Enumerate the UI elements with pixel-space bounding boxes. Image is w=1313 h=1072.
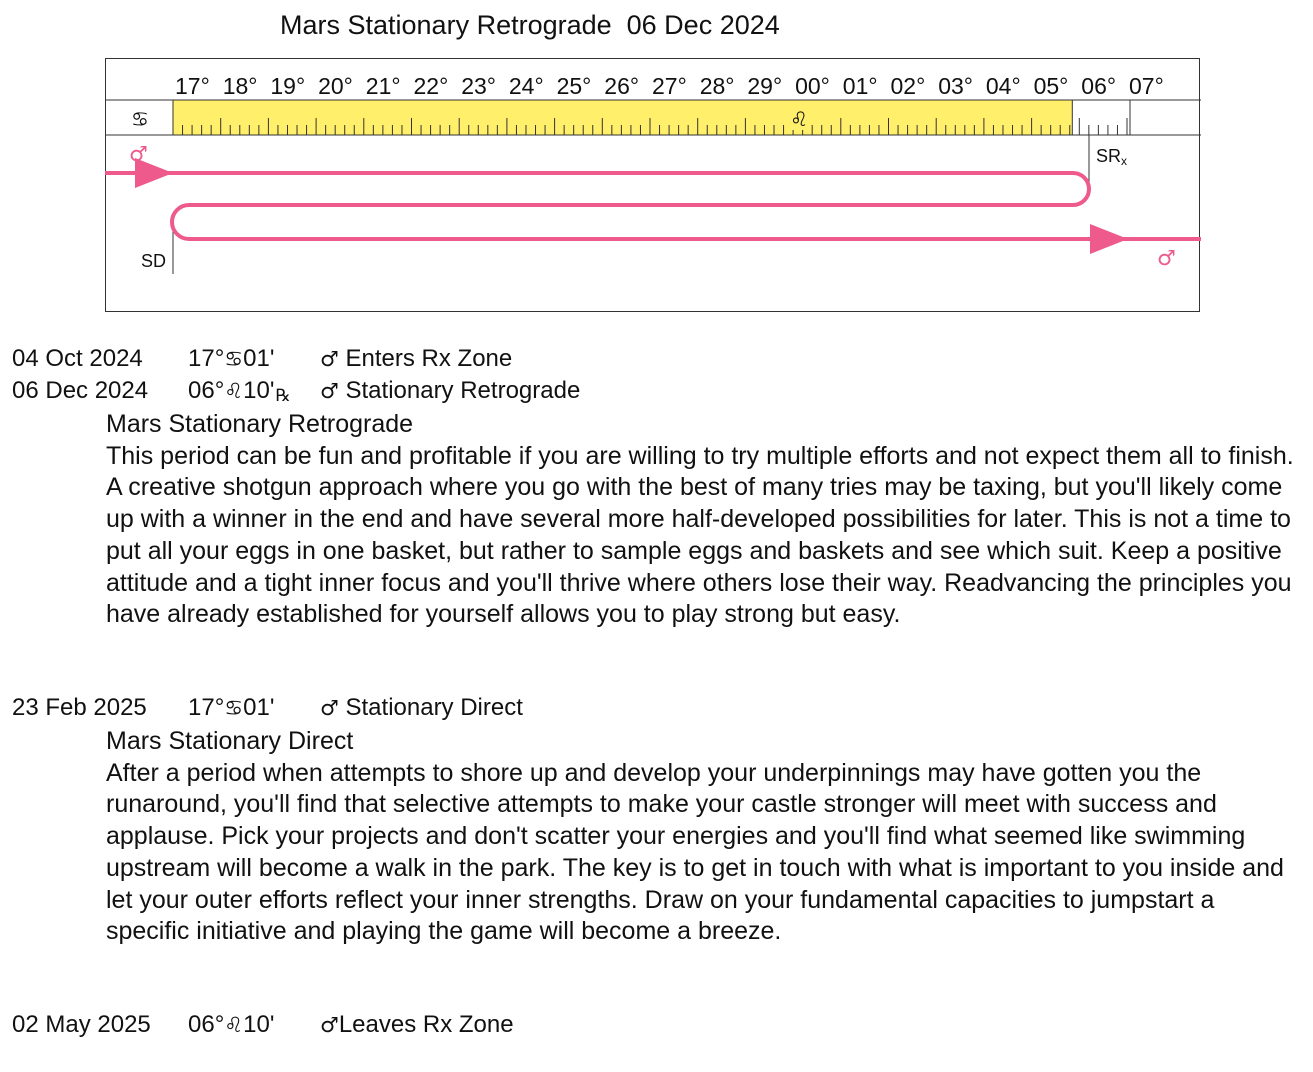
degree-label: 02° xyxy=(890,73,926,99)
sd-marker-label: SD xyxy=(141,251,167,271)
degree-label: 23° xyxy=(461,73,496,99)
cancer-icon: ♋ xyxy=(224,347,244,371)
interpretation-text: After a period when attempts to shore up and develop your underpinnings may have gotten you the runaround, you'll find that selective attempts to make your castle stronger will meet with success and applause. Pick your projects and don't scatter your energies and you'll find what seemed like swimming upstream will become a walk in the park. The key is to get in touch with what is important to you inside and let your outer efforts reflect your inner strengths. Draw on your fundamental capacities to jumpstart a specific initiative and playing the game will become a breeze. xyxy=(106,758,1284,946)
degree-label: 06° xyxy=(1081,73,1117,99)
leo-icon: ♌ xyxy=(224,379,244,403)
sr-marker-label: SRx xyxy=(1096,146,1128,168)
degree-label: 25° xyxy=(556,73,592,99)
event-position: 06°♌10'℞ xyxy=(188,377,291,405)
degree-label: 00° xyxy=(795,73,830,99)
degree-label: 29° xyxy=(747,73,783,99)
degree-label: 07° xyxy=(1129,73,1164,99)
mars-icon: ♂ xyxy=(320,696,339,720)
degree-label: 17° xyxy=(175,73,210,99)
event-position: 06°♌10' xyxy=(188,1011,275,1038)
motion-arrow-end xyxy=(1090,224,1128,254)
interpretation-title: Mars Stationary Direct xyxy=(106,727,354,755)
degree-label: 19° xyxy=(270,73,306,99)
degree-label: 03° xyxy=(938,73,973,99)
interpretation-text: This period can be fun and profitable if you are willing to try multiple efforts and not expect them all to finish. A creative shotgun approach where you go with the best of many tries may be taxing, but you'll likely come up with a winner in the end and have several more half-developed possibilities for later. This is not a time to put all your eggs in one basket, but rather to sample eggs and baskets and see which suit. Keep a positive attitude and a tight inner focus and you'll thrive where others lose their way. Readvancing the principles you have already established for yourself allows you to play strong but easy. xyxy=(106,441,1294,629)
degree-label: 27° xyxy=(652,73,687,99)
cancer-icon: ♋ xyxy=(131,107,149,131)
mars-icon: ♂ xyxy=(320,1013,339,1037)
retrograde-zone-chart xyxy=(105,58,1200,312)
event-date: 06 Dec 2024 xyxy=(12,377,149,404)
interpretation-stationary-retrograde xyxy=(106,409,1296,631)
event-label: ♂Leaves Rx Zone xyxy=(320,1011,514,1038)
retrograde-zone-band xyxy=(173,100,1072,135)
leo-icon: ♌ xyxy=(790,107,809,131)
degree-label: 28° xyxy=(699,73,735,99)
degree-label: 26° xyxy=(604,73,640,99)
interpretation-title: Mars Stationary Retrograde xyxy=(106,410,414,438)
degree-label: 01° xyxy=(842,73,878,99)
event-date: 04 Oct 2024 xyxy=(12,345,143,372)
degree-label: 21° xyxy=(365,73,401,99)
mars-icon: ♂ xyxy=(320,379,339,403)
event-label: ♂ Stationary Direct xyxy=(320,694,523,721)
cancer-icon: ♋ xyxy=(224,696,244,720)
event-position: 17°♋01' xyxy=(188,345,275,372)
event-label: ♂ Stationary Retrograde xyxy=(320,377,581,404)
mars-icon: ♂ xyxy=(320,347,339,371)
event-date: 02 May 2025 xyxy=(12,1011,151,1038)
degree-label: 22° xyxy=(413,73,449,99)
page-title: Mars Stationary Retrograde 06 Dec 2024 xyxy=(280,10,780,40)
degree-label: 04° xyxy=(985,73,1021,99)
event-label: ♂ Enters Rx Zone xyxy=(320,345,513,372)
degree-label: 24° xyxy=(508,73,544,99)
mars-motion-path xyxy=(105,173,1201,239)
degree-label: 20° xyxy=(318,73,353,99)
retrograde-icon: ℞ xyxy=(275,386,291,405)
mars-icon: ♂ xyxy=(129,142,148,166)
degree-label: 05° xyxy=(1033,73,1069,99)
event-position: 17°♋01' xyxy=(188,694,275,721)
leo-icon: ♌ xyxy=(224,1013,244,1037)
degree-label: 18° xyxy=(222,73,258,99)
mars-icon: ♂ xyxy=(1157,246,1176,270)
interpretation-stationary-direct xyxy=(106,726,1296,948)
event-date: 23 Feb 2025 xyxy=(12,694,147,721)
